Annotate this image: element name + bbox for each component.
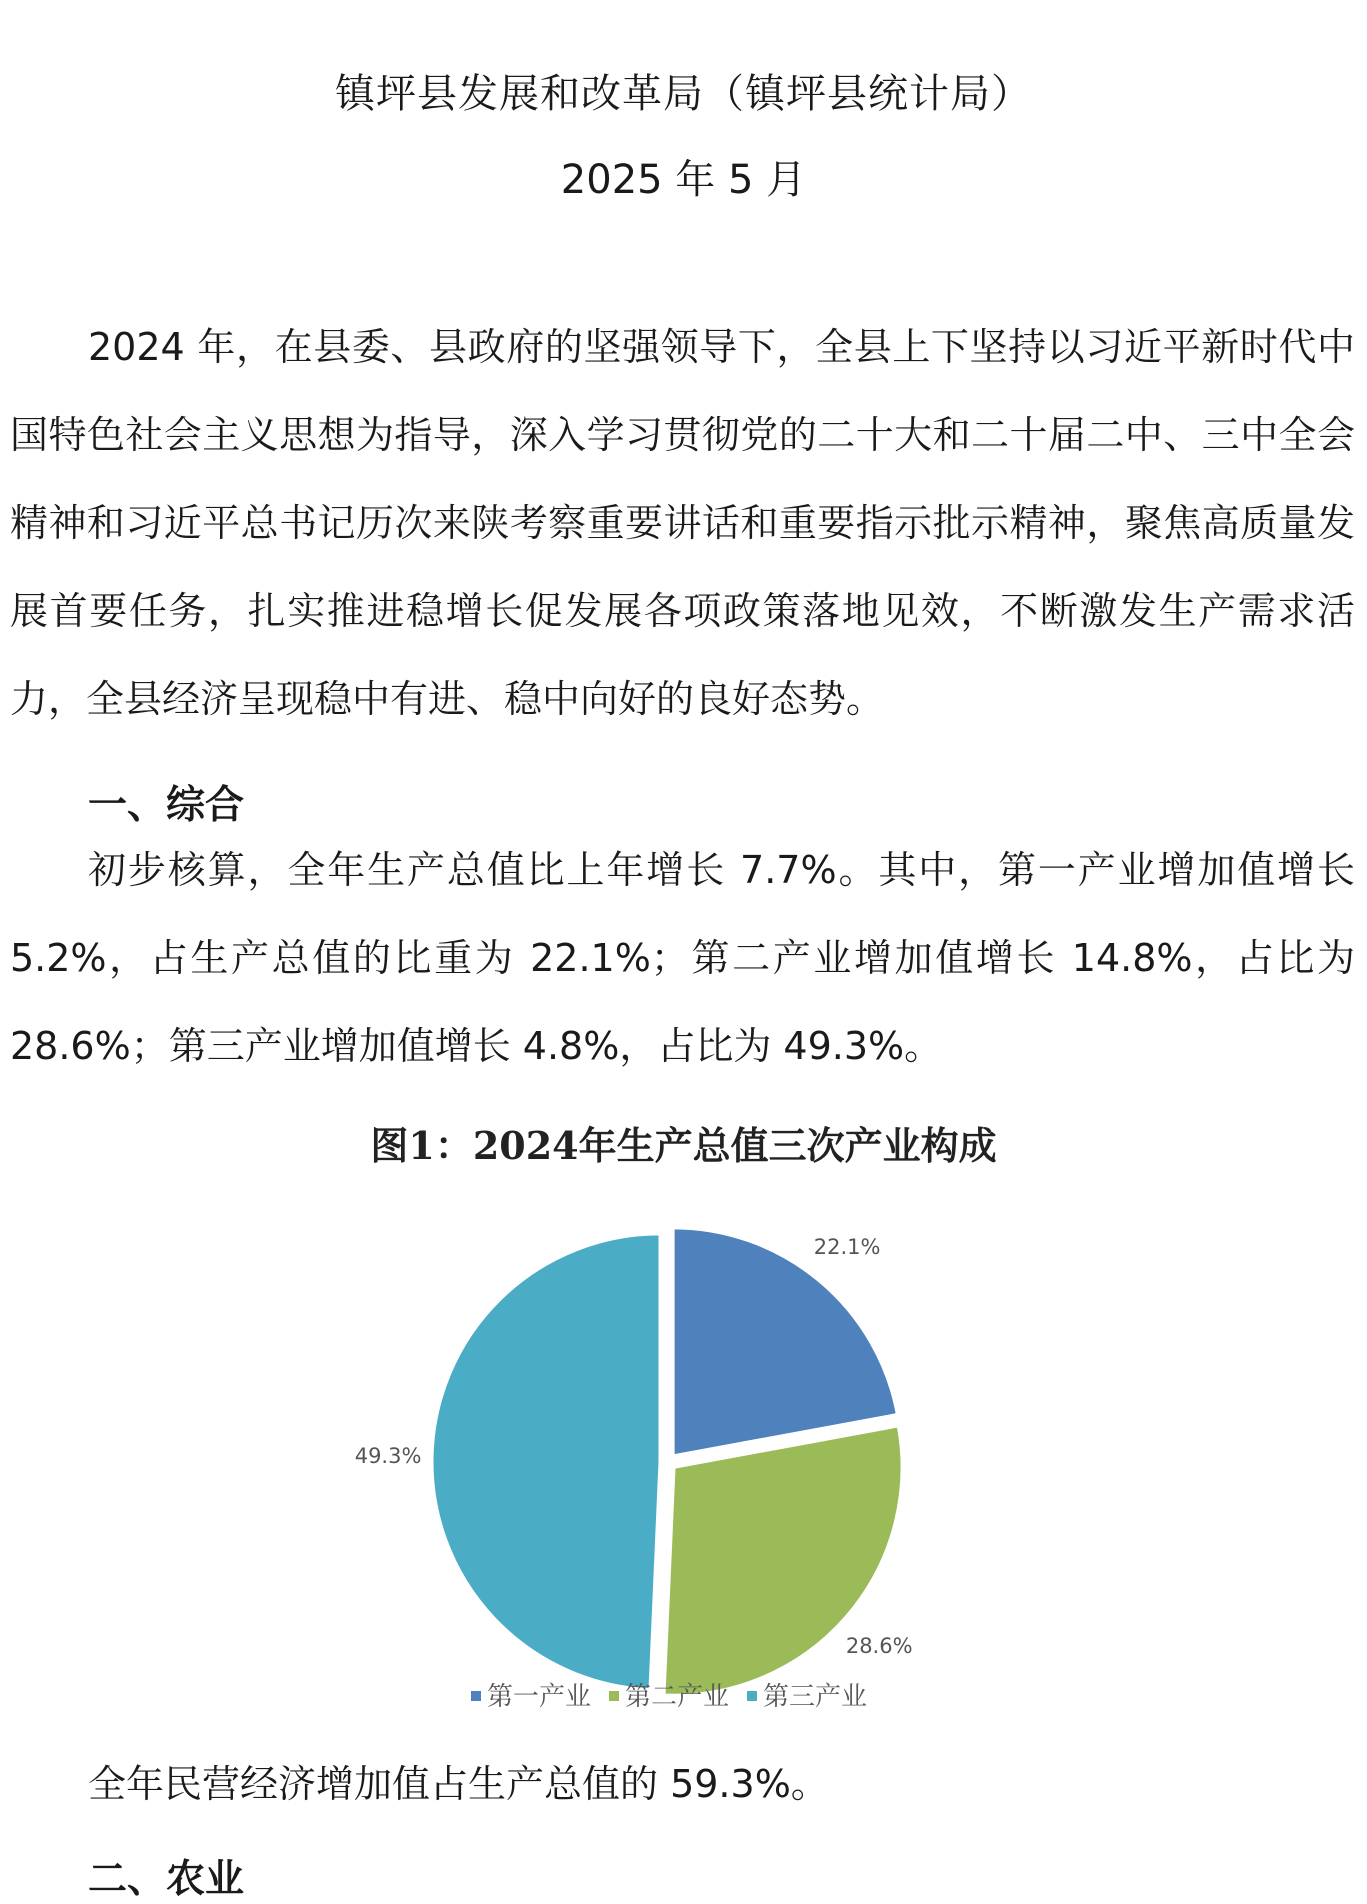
pie-slice-label-3: 49.3%: [354, 1443, 422, 1468]
pie-slice-1: [673, 1228, 897, 1456]
issuing-organization: 镇坪县发展和改革局（镇坪县统计局）: [335, 71, 1032, 117]
legend-swatch-2: [609, 1691, 619, 1701]
legend-swatch-3: [747, 1691, 757, 1701]
pie-slice-3: [432, 1234, 660, 1690]
report-date: 2025 年 5 月: [560, 157, 807, 203]
private-economy-paragraph: 全年民营经济增加值占生产总值的 59.3%。: [88, 1762, 829, 1806]
section-heading-overview: 一、综合: [88, 783, 245, 828]
intro-paragraph: 2024 年，在县委、县政府的坚强领导下，全县上下坚持以习近平新时代中国特色社会主义思想为指导，深入学习贯彻党的二十大和二十届二中、三中全会精神和习近平总书记历次来陕考察重要讲话和重要指示批示精神，聚焦高质量发展首要任务，扎实推进稳增长促发展各项政策落地见效，不断激发生产需求活力，全县经济呈现稳中有进、稳中向好的良好态势。: [10, 325, 1355, 721]
section-heading-agriculture: 二、农业: [88, 1857, 245, 1902]
pie-slice-label-2: 28.6%: [845, 1633, 913, 1658]
legend-label-2: 第二产业: [625, 1682, 730, 1712]
chart-title: 图1：2024年生产总值三次产业构成: [370, 1123, 997, 1168]
legend-label-3: 第三产业: [763, 1682, 868, 1712]
legend-swatch-1: [471, 1691, 481, 1701]
industry-structure-pie-chart: [0, 1180, 1367, 1720]
section-overview-paragraph: 初步核算，全年生产总值比上年增长 7.7%。其中，第一产业增加值增长 5.2%，占生产总值的比重为 22.1%；第二产业增加值增长 14.8%，占比为 28.6%；第三产业增加值增长 4.8%，占比为 49.3%。: [10, 848, 1355, 1068]
legend-label-1: 第一产业: [487, 1682, 592, 1712]
pie-slice-label-1: 22.1%: [813, 1234, 881, 1259]
